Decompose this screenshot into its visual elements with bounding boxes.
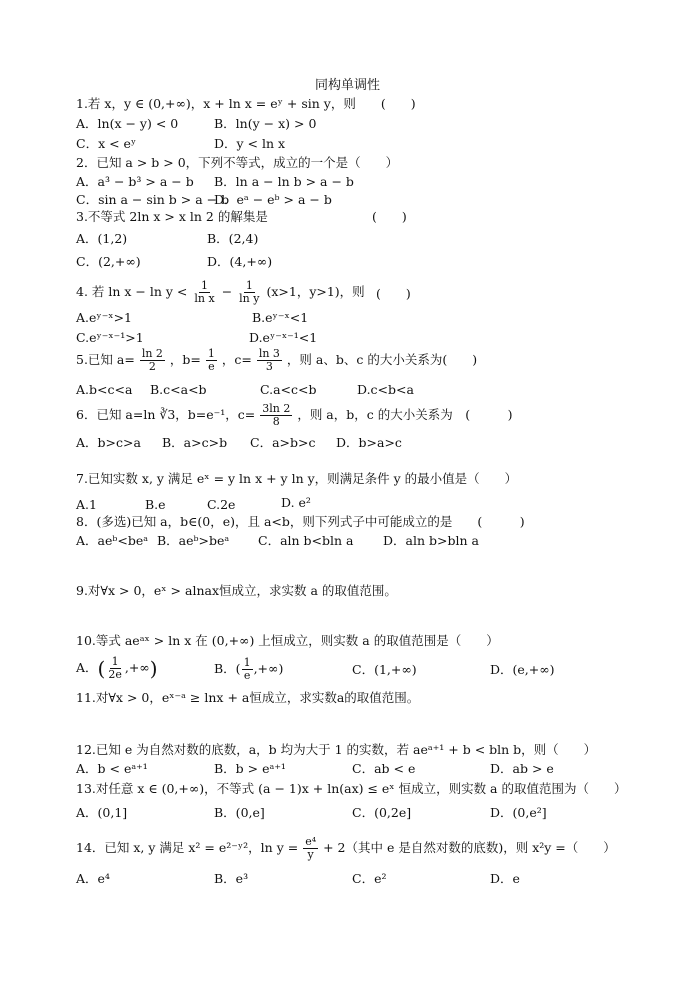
q10-fraction-b: $\frac{1}{e}$ — [243, 656, 251, 682]
q6-option-a: A．b>c>a — [76, 435, 141, 450]
q5-option-a: A.b<c<a — [76, 382, 133, 397]
q3-option-b: B．(2,4) — [207, 231, 259, 246]
q14-stem: 14．已知 x, y 满足 x² = e²⁻ʸ²，ln y = $\frac{\text{e⁴}}{y}$ + 2（其中 e 是自然对数的底数)，则 x²y =（ ） — [76, 835, 616, 861]
q6-option-d: D．b>a>c — [336, 435, 402, 450]
q8-stem: 8．(多选)已知 a，b∈(0，e)，且 a<b，则下列式子中可能成立的是 ( ) — [76, 514, 525, 529]
q1-option-d: D．y < ln x — [214, 136, 286, 151]
q10-fraction-a: $\frac{1}{2e}$ — [108, 655, 122, 681]
q11-stem: 11.对∀x > 0，eˣ⁻ᵃ ≥ lnx + a恒成立，求实数a的取值范围。 — [76, 690, 420, 705]
q10-stem: 10.等式 aeᵃˣ > ln x 在 (0,+∞) 上恒成立，则实数 a 的取值范围是（ ） — [76, 633, 499, 648]
q10-option-b: B．( $\frac{1}{e}$ ,+∞) — [214, 656, 284, 682]
q10-option-d: D．(e,+∞) — [490, 662, 555, 677]
q6-stem: 6．已知 a=ln ∛3，b=e⁻¹，c= $\frac{3\ln 2}{8}$ ，则 a，b，c 的大小关系为 ( ) — [76, 402, 513, 428]
q14-option-b: B．e³ — [214, 871, 249, 886]
q13-stem: 13.对任意 x ∈ (0,+∞)，不等式 (a − 1)x + ln(ax) ≤ eˣ 恒成立，则实数 a 的取值范围为（ ） — [76, 781, 627, 796]
q4-stem: 4. 若 ln x − ln y < $\frac{1}{\text{ln x}}$ − $\frac{1}{\text{ln y}}$ (x>1，y>1)，则 — [76, 279, 365, 305]
q10-option-c: C．(1,+∞) — [352, 662, 417, 677]
q8-option-a: A．aeᵇ<beᵃ — [76, 533, 149, 548]
q4-option-a: A.eʸ⁻ˣ>1 — [76, 310, 133, 325]
q9-stem: 9.对∀x > 0，eˣ > alnax恒成立，求实数 a 的取值范围。 — [76, 583, 397, 598]
q14-fraction: $\frac{\text{e⁴}}{y}$ — [305, 835, 317, 861]
q5-option-b: B.c<a<b — [150, 382, 207, 397]
q2-option-a: A．a³ − b³ > a − b — [76, 174, 194, 189]
q13-option-d: D．(0,e²] — [490, 805, 547, 820]
q7-option-a: A.1 — [76, 497, 97, 512]
q8-option-c: C．aln b<bln a — [258, 533, 354, 548]
q1-option-c: C．x < eʸ — [76, 136, 137, 151]
q12-stem: 12.已知 e 为自然对数的底数，a，b 均为大于 1 的实数，若 aeᵃ⁺¹ + b < bln b，则（ ） — [76, 742, 597, 757]
q8-option-d: D．aln b>bln a — [383, 533, 479, 548]
q5-stem: 5.已知 a= $\frac{\ln 2}{2}$ ，b= $\frac{1}{e}$ ，c= $\frac{\ln 3}{3}$ ，则 a、b、c 的大小关系为( ) — [76, 347, 478, 373]
q4-option-b: B.eʸ⁻ˣ<1 — [252, 310, 309, 325]
q1-option-b: B．ln(y − x) > 0 — [214, 116, 317, 131]
q13-option-b: B．(0,e] — [214, 805, 265, 820]
q4-fraction-1: $\frac{1}{\text{ln x}}$ — [194, 279, 215, 305]
q5-fraction-b: $\frac{1}{e}$ — [207, 347, 215, 373]
q3-option-a: A．(1,2) — [76, 231, 128, 246]
q7-stem: 7.已知实数 x, y 满足 eˣ = y ln x + y ln y，则满足条件 y 的最小值是（ ） — [76, 471, 518, 486]
q2-option-b: B．ln a − ln b > a − b — [214, 174, 354, 189]
q13-option-c: C．(0,2e] — [352, 805, 412, 820]
q6-fraction-c: $\frac{3\ln 2}{8}$ — [262, 402, 291, 428]
q3-stem: 3.不等式 2ln x > x ln 2 的解集是 — [76, 209, 268, 224]
q4-option-d: D.eʸ⁻ˣ⁻¹<1 — [249, 330, 318, 345]
q4-option-c: C.eʸ⁻ˣ⁻¹>1 — [76, 330, 144, 345]
q5-fraction-c: $\frac{\ln 3}{3}$ — [258, 347, 280, 373]
q7-option-b: B.e — [145, 497, 166, 512]
q14-option-a: A．e⁴ — [76, 871, 110, 886]
q7-option-d: D. e² — [281, 495, 311, 510]
q12-option-b: B．b > eᵃ⁺¹ — [214, 761, 286, 776]
q3-answer-paren: ( ) — [372, 209, 407, 224]
q5-fraction-a: $\frac{\ln 2}{2}$ — [141, 347, 163, 373]
q5-option-c: C.a<c<b — [260, 382, 317, 397]
q14-option-c: C．e² — [352, 871, 387, 886]
page-title: 同构单调性 — [314, 78, 380, 93]
q6-option-b: B．a>c>b — [162, 435, 228, 450]
q1-stem: 1.若 x，y ∈ (0,+∞)，x + ln x = eʸ + sin y，则 ( ) — [76, 96, 416, 111]
q12-option-d: D．ab > e — [490, 761, 554, 776]
q7-option-c: C.2e — [207, 497, 236, 512]
q3-option-d: D．(4,+∞) — [207, 254, 273, 269]
q3-option-c: C．(2,+∞) — [76, 254, 141, 269]
q10-option-a: A．( $\frac{1}{2e}$ ,+∞) — [76, 655, 158, 681]
q2-option-c: C．sin a − sin b > a − b — [76, 192, 230, 207]
q1-option-a: A．ln(x − y) < 0 — [76, 116, 179, 131]
q13-option-a: A．(0,1] — [76, 805, 128, 820]
q8-option-b: B．aeᵇ>beᵃ — [157, 533, 230, 548]
q12-option-a: A．b < eᵃ⁺¹ — [76, 761, 148, 776]
q4-fraction-2: $\frac{1}{\text{ln y}}$ — [239, 279, 260, 305]
q4-answer-paren: ( ) — [376, 286, 411, 301]
q2-option-d: D．eᵃ − eᵇ > a − b — [214, 192, 332, 207]
q2-stem: 2．已知 a > b > 0，下列不等式，成立的一个是（ ） — [76, 155, 399, 170]
q14-option-d: D．e — [490, 871, 520, 886]
q5-option-d: D.c<b<a — [357, 382, 414, 397]
q6-option-c: C．a>b>c — [250, 435, 316, 450]
q12-option-c: C．ab < e — [352, 761, 416, 776]
